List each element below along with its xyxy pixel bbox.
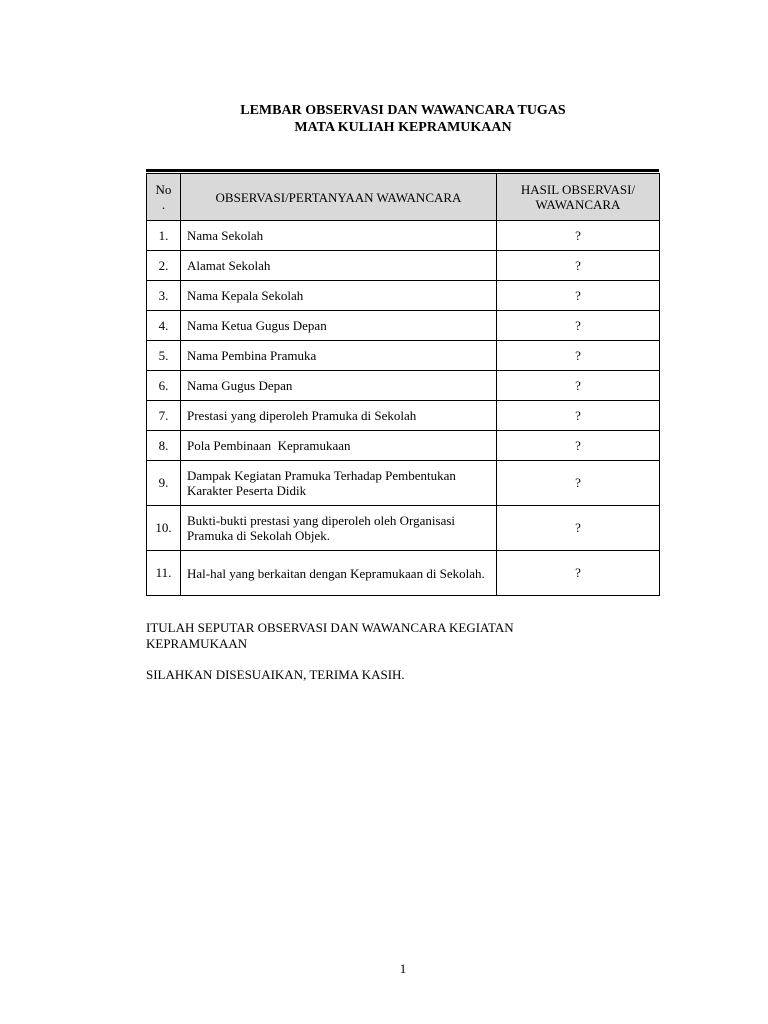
table-row — [147, 461, 660, 506]
row-answer: ? — [497, 461, 660, 506]
table-row — [147, 311, 660, 341]
table-row — [147, 551, 660, 596]
row-question: Nama Pembina Pramuka — [181, 341, 497, 371]
table-row — [147, 371, 660, 401]
page-number: 1 — [399, 961, 407, 976]
header-question — [181, 174, 497, 221]
row-no: 5. — [147, 341, 181, 371]
row-question: Nama Gugus Depan — [181, 371, 497, 401]
row-no: 3. — [147, 281, 181, 311]
table-header-row — [147, 174, 660, 221]
row-answer: ? — [497, 281, 660, 311]
row-question: Nama Kepala Sekolah — [181, 281, 497, 311]
row-no: 4. — [147, 311, 181, 341]
document-title-line2: MATA KULIAH KEPRAMUKAAN — [294, 120, 512, 135]
row-question: Dampak Kegiatan Pramuka Terhadap Pembentukan Karakter Peserta Didik — [181, 461, 497, 506]
row-question: Hal-hal yang berkaitan dengan Kepramukaan di Sekolah. — [181, 551, 497, 596]
header-question-label: OBSERVASI/PERTANYAAN WAWANCARA — [215, 189, 462, 205]
row-answer: ? — [497, 506, 660, 551]
observation-table — [146, 173, 660, 596]
row-question: Prestasi yang diperoleh Pramuka di Sekolah — [181, 401, 497, 431]
row-question: Alamat Sekolah — [181, 251, 497, 281]
table-row — [147, 506, 660, 551]
row-answer: ? — [497, 311, 660, 341]
row-answer: ? — [497, 341, 660, 371]
row-question: Nama Sekolah — [181, 221, 497, 251]
row-no: 7. — [147, 401, 181, 431]
header-no-label: No . — [155, 182, 172, 212]
row-no: 10. — [147, 506, 181, 551]
document-title-line1: LEMBAR OBSERVASI DAN WAWANCARA TUGAS — [240, 103, 566, 118]
header-no — [147, 174, 181, 221]
table-row — [147, 431, 660, 461]
row-answer: ? — [497, 551, 660, 596]
row-answer: ? — [497, 401, 660, 431]
row-question: Bukti-bukti prestasi yang diperoleh oleh Organisasi Pramuka di Sekolah Objek. — [181, 506, 497, 551]
row-question: Nama Ketua Gugus Depan — [181, 311, 497, 341]
row-no: 6. — [147, 371, 181, 401]
row-no: 8. — [147, 431, 181, 461]
row-answer: ? — [497, 221, 660, 251]
closing-statement: ITULAH SEPUTAR OBSERVASI DAN WAWANCARA KEGIATAN KEPRAMUKAAN — [146, 620, 514, 651]
row-answer: ? — [497, 431, 660, 461]
row-no: 2. — [147, 251, 181, 281]
header-result-label: HASIL OBSERVASI/ WAWANCARA — [520, 182, 636, 212]
row-no: 9. — [147, 461, 181, 506]
table-row — [147, 221, 660, 251]
header-result — [497, 174, 660, 221]
table-row — [147, 401, 660, 431]
row-answer: ? — [497, 251, 660, 281]
row-no: 11. — [147, 551, 181, 596]
closing-thanks: SILAHKAN DISESUAIKAN, TERIMA KASIH. — [146, 667, 405, 682]
table-row — [147, 341, 660, 371]
table-row — [147, 251, 660, 281]
row-no: 1. — [147, 221, 181, 251]
table-row — [147, 281, 660, 311]
row-answer: ? — [497, 371, 660, 401]
table-top-rule — [146, 169, 659, 172]
row-question: Pola Pembinaan Kepramukaan — [181, 431, 497, 461]
